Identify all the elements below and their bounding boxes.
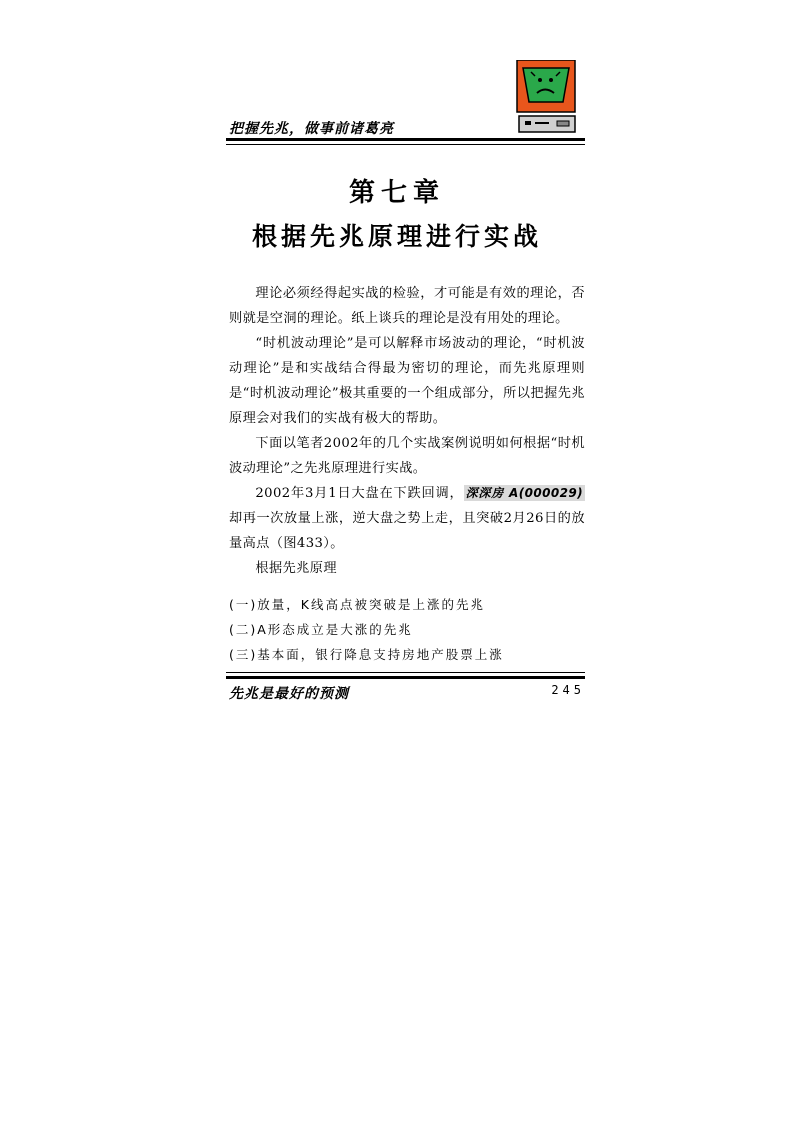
body-text bbox=[229, 281, 585, 581]
footer-rule-thin bbox=[226, 672, 585, 673]
chapter-number: 第七章 bbox=[348, 178, 445, 208]
footer-rule-thick bbox=[226, 676, 585, 679]
header-rule-thin bbox=[226, 144, 585, 145]
chapter-title: 根据先兆原理进行实战 bbox=[251, 222, 542, 251]
paragraph-4 bbox=[229, 481, 585, 556]
paragraph-4-end: 却再一次放量上涨，逆大盘之势上走，且突破2月26日的放量高点（图433）。 bbox=[229, 511, 585, 551]
footer-slogan: 先兆是最好的预测 bbox=[229, 686, 349, 702]
list-item: (二)A形态成立是大涨的先兆 bbox=[229, 622, 413, 637]
page-number: 245 bbox=[551, 683, 585, 697]
header-rule-thick bbox=[226, 138, 585, 141]
paragraph-5: 根据先兆原理 bbox=[255, 561, 337, 576]
paragraph-3: 下面以笔者2002年的几个实战案例说明如何根据“时机波动理论”之先兆原理进行实战。 bbox=[229, 436, 585, 476]
header-slogan: 把握先兆，做事前诸葛亮 bbox=[229, 121, 394, 137]
list-item: (一)放量，K线高点被突破是上涨的先兆 bbox=[229, 597, 485, 612]
paragraph-1: 理论必须经得起实战的检验，才可能是有效的理论，否则就是空洞的理论。纸上谈兵的理论是没有用处的理论。 bbox=[229, 286, 585, 326]
paragraph-4-start: 2002年3月1日大盘在下跌回调， bbox=[255, 486, 464, 501]
stock-name-highlight: 深深房 A(000029) bbox=[465, 486, 583, 500]
computer-sad-face-icon bbox=[513, 60, 577, 134]
paragraph-2: “时机波动理论”是可以解释市场波动的理论，“时机波动理论”是和实战结合得最为密切的理论，而先兆原理则是“时机波动理论”极其重要的一个组成部分，所以把握先兆原理会对我们的实战有极大的帮助。 bbox=[229, 336, 585, 426]
principle-list bbox=[229, 592, 585, 667]
list-item: (三)基本面，银行降息支持房地产股票上涨 bbox=[229, 647, 504, 662]
